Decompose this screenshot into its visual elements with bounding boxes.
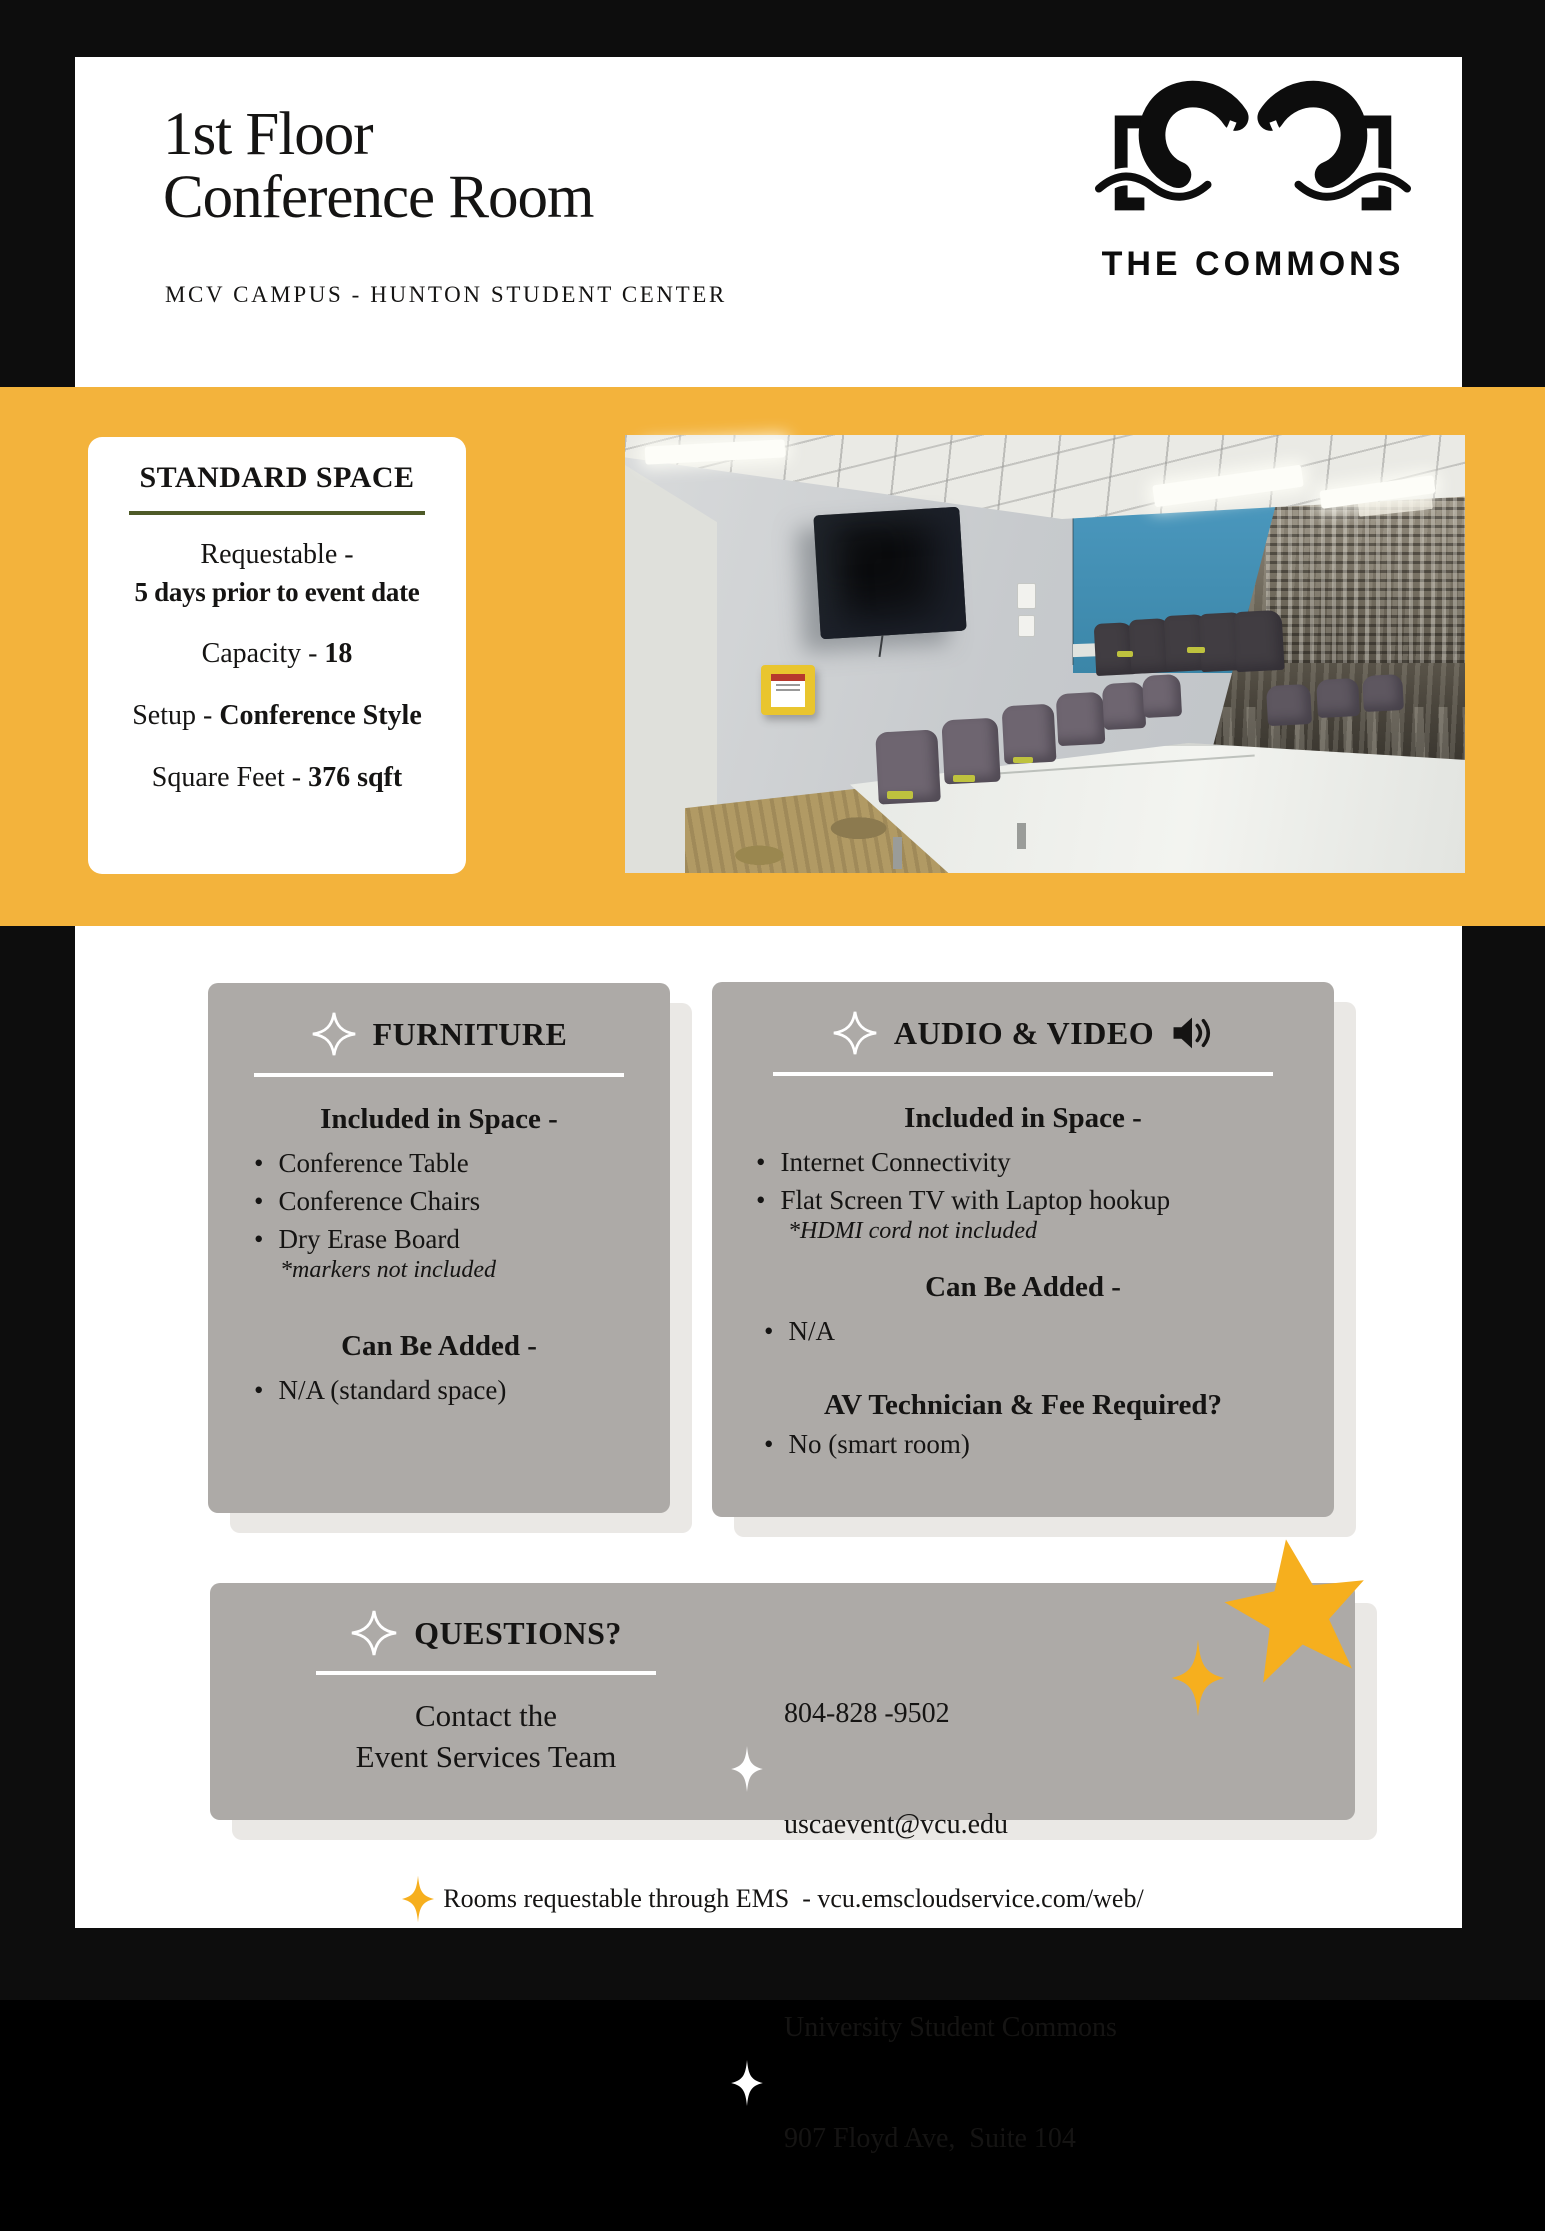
star-bullet-icon [730, 1745, 764, 1793]
setup-row [88, 700, 466, 732]
street-address: 907 Floyd Ave, Suite 104 [784, 2123, 1076, 2154]
av-technician-question: AV Technician & Fee Required? [824, 1389, 1222, 1421]
questions-header [266, 1609, 706, 1657]
white-underline [254, 1073, 624, 1077]
email-address: uscaevent@vcu.edu [784, 1809, 1009, 1840]
conference-chair [1362, 674, 1404, 712]
contact-line1: Contact the [414, 1698, 558, 1733]
table-leg [893, 837, 902, 869]
capacity-label: Capacity - [201, 638, 325, 669]
list-item-text: Dry Erase Board [278, 1224, 460, 1254]
list-item-text: Flat Screen TV with Laptop hookup [780, 1185, 1171, 1215]
furniture-card [208, 983, 670, 1513]
av-title: AUDIO & VIDEO [893, 1014, 1155, 1051]
bullet: • [254, 1224, 264, 1254]
page-title-line1: 1st Floor [163, 101, 373, 168]
bullet: • [764, 1429, 774, 1459]
list-item-text: N/A [788, 1316, 835, 1346]
alarm-label [771, 674, 805, 707]
chair-accent [953, 775, 975, 782]
sqft-row [88, 762, 466, 794]
sparkle-icon [350, 1609, 398, 1657]
conference-chair [1102, 682, 1146, 730]
address-text [784, 1935, 1117, 2231]
speaker-icon [1170, 1013, 1214, 1053]
commons-logo [1085, 78, 1421, 284]
av-answer-list [712, 1429, 1334, 1460]
av-added-heading: Can Be Added - [925, 1271, 1121, 1303]
tv-cable [878, 635, 883, 657]
list-item [254, 1224, 670, 1255]
standard-space-card [88, 437, 466, 874]
conference-chair [1316, 678, 1360, 718]
table-leg [1017, 823, 1026, 849]
furniture-title: FURNITURE [372, 1015, 568, 1052]
furniture-included-heading: Included in Space - [320, 1103, 558, 1135]
olive-underline [129, 511, 425, 515]
list-item [254, 1148, 670, 1179]
furniture-card-header [208, 1011, 670, 1057]
av-card-header [712, 1010, 1334, 1056]
list-item [254, 1186, 670, 1217]
bullet: • [254, 1375, 264, 1405]
white-underline [773, 1072, 1273, 1076]
requestable-label: Requestable - [200, 539, 354, 570]
list-item-text: No (smart room) [788, 1429, 970, 1459]
contact-line2: Event Services Team [355, 1739, 617, 1774]
questions-title: QUESTIONS? [414, 1614, 622, 1651]
phone-number: 804-828 -9502 [784, 1698, 950, 1729]
sparkle-star-icon [1165, 1638, 1231, 1718]
list-item-text: N/A (standard space) [278, 1375, 507, 1405]
bullet: • [756, 1185, 766, 1215]
capacity-value: 18 [324, 638, 353, 669]
furniture-added-list [208, 1375, 670, 1406]
list-item-text: Internet Connectivity [780, 1147, 1011, 1177]
room-photo [625, 435, 1465, 873]
photo-wall-corner [1072, 505, 1074, 665]
requestable-value: 5 days prior to event date [134, 577, 420, 607]
standard-space-heading: STANDARD SPACE [139, 461, 415, 494]
furniture-note: *markers not included [280, 1257, 496, 1283]
conference-chair [1002, 704, 1057, 765]
stacked-chair [1233, 610, 1284, 672]
list-item [764, 1429, 1334, 1460]
ram-horns-icon [1085, 78, 1421, 236]
address-row [730, 1935, 1290, 2231]
conference-chair [1056, 692, 1106, 746]
setup-label: Setup - [132, 700, 220, 731]
sparkle-icon [311, 1011, 357, 1057]
list-item [764, 1316, 1334, 1347]
bullet: • [764, 1316, 774, 1346]
list-item [756, 1185, 1334, 1216]
phone-email-text [784, 1621, 1008, 1917]
chair-accent [1013, 757, 1033, 763]
chair-accent [1187, 647, 1205, 653]
contact-text [266, 1695, 706, 1777]
bullet: • [756, 1147, 766, 1177]
sqft-label: Square Feet - [151, 762, 309, 793]
questions-left-column [266, 1609, 706, 1777]
light-switch [1018, 615, 1035, 637]
sparkle-icon [832, 1010, 878, 1056]
star-bullet-icon [730, 2059, 764, 2107]
conference-chair [1142, 674, 1182, 718]
logo-wordmark: THE COMMONS [1101, 245, 1405, 283]
setup-value: Conference Style [219, 700, 422, 731]
footer [0, 1874, 1545, 1924]
av-note: *HDMI cord not included [788, 1218, 1038, 1244]
av-added-list [712, 1316, 1334, 1347]
list-item-text: Conference Chairs [278, 1186, 481, 1216]
list-item-text: Conference Table [278, 1148, 469, 1178]
alarm-label-line [776, 689, 800, 691]
org-name: University Student Commons [784, 2012, 1117, 2043]
furniture-included-list [208, 1148, 670, 1255]
fire-alarm-box [761, 665, 815, 715]
big-star-icon [1211, 1523, 1383, 1695]
page-title-line2: Conference Room [163, 164, 594, 231]
sqft-value: 376 sqft [308, 762, 403, 793]
list-item [254, 1375, 670, 1406]
alarm-label-line [776, 684, 800, 686]
av-included-list [712, 1147, 1334, 1216]
audio-video-card [712, 982, 1334, 1517]
white-underline [316, 1671, 656, 1675]
list-item [756, 1147, 1334, 1178]
chair-accent [887, 791, 913, 799]
chair-accent [1117, 651, 1133, 657]
wall-mounted-tv [813, 507, 966, 640]
footer-text: Rooms requestable through EMS - vcu.emscloudservice.com/web/ [443, 1884, 1144, 1913]
conference-chair [1266, 684, 1312, 726]
capacity-row [88, 638, 466, 670]
furniture-added-heading: Can Be Added - [341, 1330, 537, 1362]
bullet: • [254, 1186, 264, 1216]
bullet: • [254, 1148, 264, 1178]
campus-subtitle: MCV CAMPUS - HUNTON STUDENT CENTER [165, 282, 727, 307]
av-included-heading: Included in Space - [904, 1102, 1142, 1134]
light-switch [1017, 583, 1036, 609]
footer-star-icon [401, 1874, 435, 1924]
